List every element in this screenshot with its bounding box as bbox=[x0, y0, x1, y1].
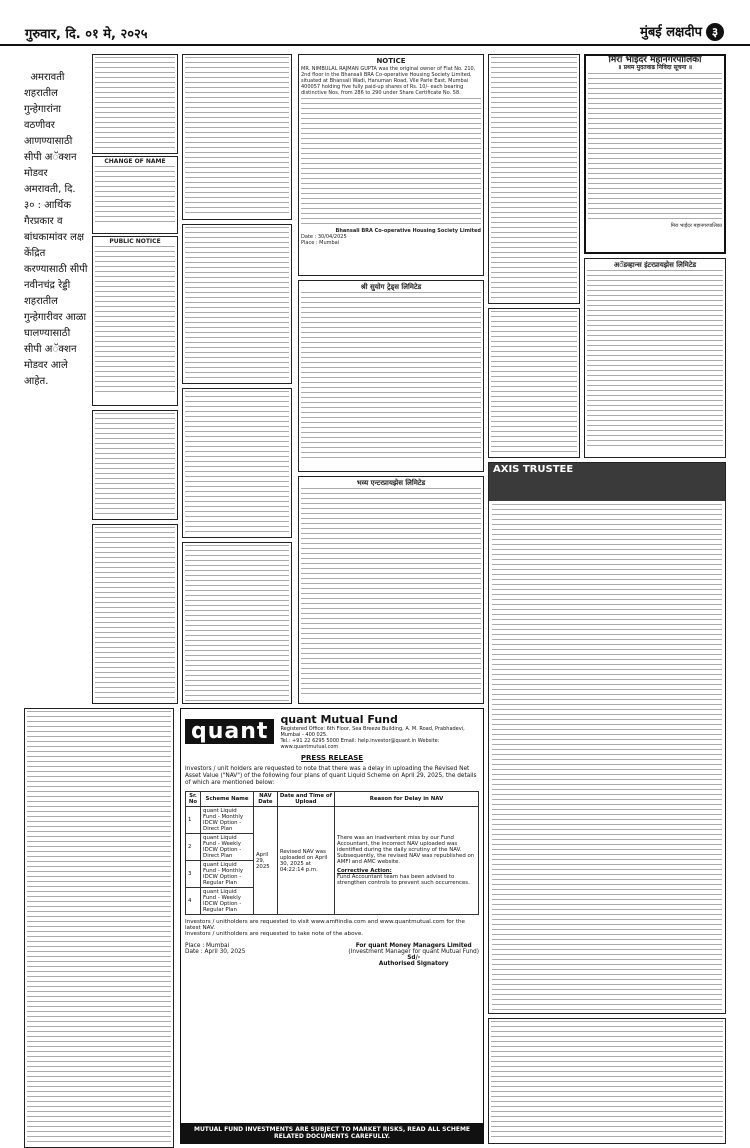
mbmc-subtitle: ॥ प्रथम मुदतवाढ निविदा सूचना ॥ bbox=[617, 64, 693, 72]
place-line: Place : Mumbai bbox=[185, 943, 230, 949]
public-notice-title: PUBLIC NOTICE bbox=[109, 238, 161, 245]
center-notice-title: NOTICE bbox=[376, 57, 406, 65]
col-scheme: Scheme Name bbox=[201, 792, 254, 807]
newspaper-header bbox=[0, 0, 750, 46]
quant-press-release bbox=[180, 708, 484, 1144]
reason-text: There was an inadvertent miss by our Fund Accountant, the incorrect NAV uploaded was identified during the daily scrutiny of the NAV. Subsequently, the revised NAV was republished on AMFI and AMC website. bbox=[337, 835, 475, 865]
sign-authority: Authorised Signatory bbox=[378, 961, 449, 967]
news-column-text: अमरावती शहरातील गुन्हेगारांना वठणीवर आणण्यासाठी सीपी अॅक्शन मोडवर अमरावती, दि. ३० : आर्थिक गैरप्रकार व बांधकामांवर लक्ष केंद्रित करण्यासाठी सीपी नवीनचंद्र रेड्डी शहरातील गुन्हेगारीवर आळा घालण्यासाठी सीपी अॅक्शन मोडवर आले आहेत. bbox=[24, 72, 91, 387]
col-sr: Sr. No bbox=[186, 792, 201, 807]
row-sr: 1 bbox=[186, 807, 201, 834]
classified-notice-4 bbox=[182, 54, 292, 220]
edition-label bbox=[640, 22, 724, 41]
advance-results-box bbox=[584, 258, 726, 458]
quant-name: quant Mutual Fund bbox=[280, 713, 398, 726]
sign-role: (Investment Manager for quant Mutual Fund) bbox=[348, 949, 479, 955]
center-notice-signoff: Bhansali BRA Co-operative Housing Society Limited bbox=[335, 228, 481, 235]
public-notice-box bbox=[92, 236, 178, 406]
row-scheme: quant Liquid Fund - Weekly IDCW Option - Direct Plan bbox=[201, 834, 254, 861]
classified-notice-7 bbox=[182, 542, 292, 704]
classified-notice-8 bbox=[488, 54, 580, 304]
advance-title: अॅडव्हान्स इंटरप्रायझेस लिमिटेड bbox=[613, 261, 697, 269]
press-release-heading: PRESS RELEASE bbox=[300, 754, 364, 762]
classified-notice-9 bbox=[488, 308, 580, 458]
classified-notice-10 bbox=[24, 708, 174, 1148]
col-nav-date: NAV Date bbox=[253, 792, 277, 807]
classified-notice-3 bbox=[92, 524, 178, 704]
bhavya-results-box bbox=[298, 476, 484, 704]
sign-for: For quant Money Managers Limited bbox=[355, 943, 472, 949]
row-scheme: quant Liquid Fund - Weekly IDCW Option - Regular Plan bbox=[201, 888, 254, 915]
center-notice-body: MR. NIMBULAL RAJMAN GUPTA was the original owner of Flat No. 210, 2nd floor in the Bhansali BRA Co-operative Housing Society Limited, situated at Bhansali Wadi, Hanuman Road, Vile Parle East, Mumbai 400057 holding five fully paid-up shares of Rs. 10/- each bearing distinctive Nos. from 286 to 290 under Share Certificate No. 58. bbox=[301, 66, 477, 97]
quant-logo: quant bbox=[185, 719, 274, 744]
upload-time-cell: Revised NAV was uploaded on April 30, 2025 at 04:22:14 p.m. bbox=[277, 807, 334, 915]
axis-trustee-box bbox=[488, 462, 726, 1014]
center-notice-place: Place : Mumbai bbox=[301, 240, 340, 247]
center-notice-box bbox=[298, 54, 484, 276]
col-reason: Reason for Delay in NAV bbox=[335, 792, 479, 807]
classified-notice-5 bbox=[182, 224, 292, 384]
corrective-heading: Corrective Action: bbox=[337, 868, 392, 874]
nav-delay-table bbox=[185, 791, 479, 915]
sign-sd: Sd/- bbox=[407, 955, 421, 961]
reason-cell bbox=[335, 807, 479, 915]
classified-notice-1 bbox=[92, 54, 178, 154]
news-column bbox=[24, 54, 91, 704]
col-upload: Date and Time of Upload bbox=[277, 792, 334, 807]
quant-registered-office: Registered Office: 6th Floor, Sea Breeze Building, A. M. Road, Prabhadevi, Mumbai - 400 025. bbox=[280, 726, 465, 738]
edition-name: मुंबई लक्षदीप bbox=[640, 25, 702, 40]
quant-contacts: Tel.: +91 22 6295 5000 Email: help.investor@quant.in Website: www.quantmutual.com bbox=[280, 738, 440, 750]
corrective-body: Fund Accountant team has been advised to strengthen controls to prevent such occurrences. bbox=[337, 874, 470, 886]
row-sr: 3 bbox=[186, 861, 201, 888]
mf-disclaimer: MUTUAL FUND INVESTMENTS ARE SUBJECT TO MARKET RISKS, READ ALL SCHEME RELATED DOCUMENTS CAREFULLY. bbox=[181, 1123, 483, 1143]
axis-header bbox=[489, 463, 725, 501]
suyog-results-box bbox=[298, 280, 484, 472]
row-sr: 4 bbox=[186, 888, 201, 915]
date-line: गुरुवार, दि. ०१ मे, २०२५ bbox=[25, 27, 148, 42]
mbmc-tender-box bbox=[584, 54, 726, 254]
mbmc-footer: मिरा भाईंदर महानगरपालिका bbox=[670, 222, 722, 229]
classified-notice-2 bbox=[92, 410, 178, 520]
date-line-quant: Date : April 30, 2025 bbox=[185, 949, 246, 955]
footer-note-1: Investors / unitholders are requested to visit www.amfiindia.com and www.quantmutual.com for the latest NAV. bbox=[185, 919, 465, 931]
row-scheme: quant Liquid Fund - Monthly IDCW Option - Regular Plan bbox=[201, 861, 254, 888]
change-of-name-box bbox=[92, 156, 178, 234]
change-of-name-title: CHANGE OF NAME bbox=[104, 158, 166, 165]
table-row bbox=[186, 807, 479, 834]
nav-date-cell: April 29, 2025 bbox=[253, 807, 277, 915]
page-number-badge: ३ bbox=[706, 23, 724, 41]
axis-title: AXIS TRUSTEE bbox=[493, 464, 574, 475]
footer-note-2: Investors / unitholders are requested to take note of the above. bbox=[185, 931, 364, 937]
press-release-intro: Investors / unit holders are requested to note that there was a delay in uploading the Revised Net Asset Value ("NAV") of the following four plans of quant Liquid Scheme on April 29, 2025, the details of which are mentioned below: bbox=[185, 766, 477, 786]
mbmc-title: मिरा भाईंदर महानगरपालिका bbox=[608, 55, 702, 65]
classified-notice-11 bbox=[488, 1018, 726, 1144]
center-notice-date: Date : 30/04/2025 bbox=[301, 234, 347, 241]
bhavya-title: भव्य एन्टरप्रायझेस लिमिटेड bbox=[356, 479, 426, 487]
row-scheme: quant Liquid Fund - Monthly IDCW Option - Direct Plan bbox=[201, 807, 254, 834]
classified-notice-6 bbox=[182, 388, 292, 538]
suyog-title: श्री सुयोग ट्रेड्स लिमिटेड bbox=[360, 283, 422, 291]
row-sr: 2 bbox=[186, 834, 201, 861]
